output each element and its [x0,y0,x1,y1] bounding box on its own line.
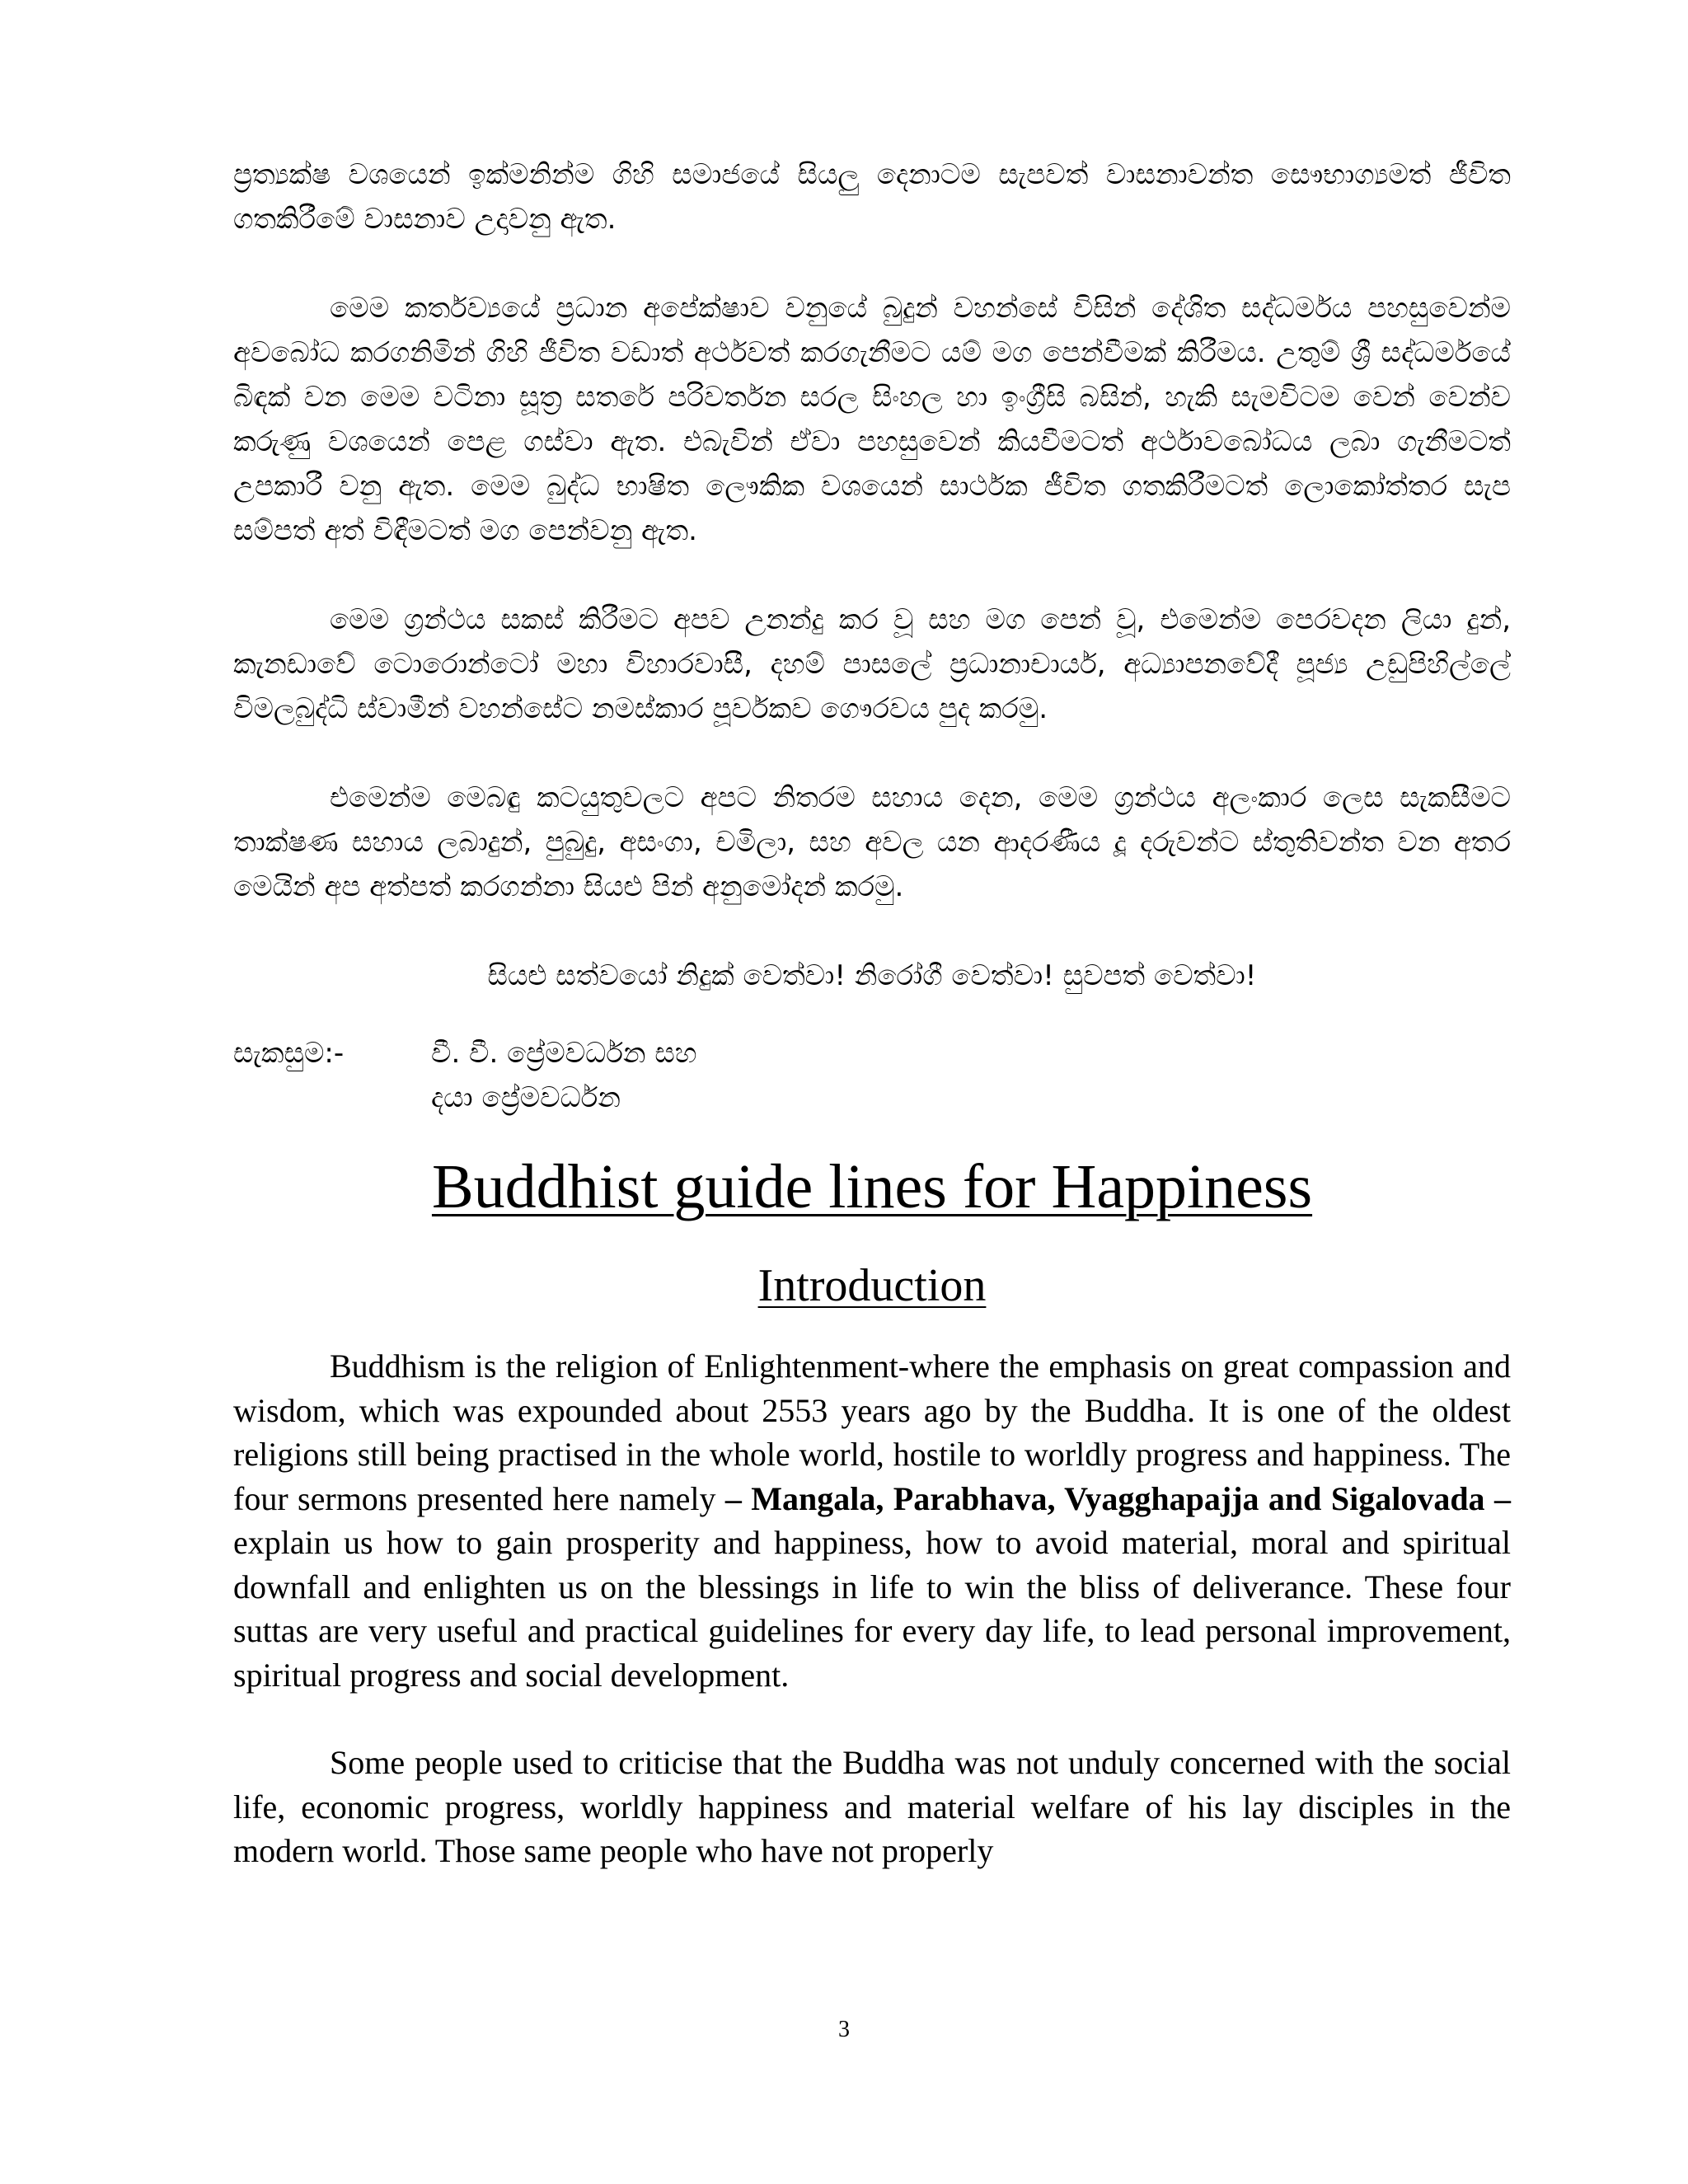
paragraph-gap [233,909,1511,954]
compiled-by-label: සැකසුම:- [233,1037,345,1070]
sinhala-paragraph-1: ප්‍රත්‍යක්ෂ වශයෙන් ඉක්මනින්ම ගිහි සමාජයේ සියලු දෙනාටම සැපවත් වාසනාවන්ත සෞභාග්‍යමත් ජීවිත ගතකිරීමේ වාසනාව උදාවනු ඇත. [233,158,1511,236]
document-title: Buddhist guide lines for Happiness [431,1152,1313,1221]
compiler-names [431,1031,697,1120]
paragraph-gap [233,731,1511,776]
english-paragraph-1-text-b: explain us how to gain prosperity and happiness, how to avoid material, moral and spiritual downfall and enlighten us on the blessings in life to win the bliss of deliverance. These four suttas are very useful and practical guidelines for every day life, to lead personal improvement, spiritual progress and social development. [233,1524,1511,1694]
sinhala-paragraph-2: මෙම කර්තව්‍යයේ ප්‍රධාන අපේක්ෂාව වනුයේ බුදුන් වහන්සේ විසින් දේශිත සද්ධර්මය පහසුවෙන්ම අවබෝධ කරගනිමින් ගිහි ජීවිත වඩාත් අර්ථවත් කරගැනීමට යම් මග පෙන්වීමක් කිරීමය. උතුම් ශ්‍රී සද්ධර්මයේ බිඳක් වන මෙම වටිනා සූත්‍ර සතරේ පරිවර්තන සරල සිංහල හා ඉංග්‍රීසි බසින්, හැකි සැමවිටම වෙන් වෙන්ව කරුණු වශයෙන් පෙළ ගස්වා ඇත. එබැවින් ඒවා පහසුවෙන් කියවීමටත් අර්ථාවබෝධය ලබා ගැනීමටත් උපකාරී වනු ඇත. මෙම බුද්ධ භාෂිත ලෞකික වශයෙන් සාර්ථක ජීවිත ගතකිරීමටත් ලොකෝත්තර සැප සම්පත් අත් විඳීමටත් මග පෙන්වනු ඇත. [233,292,1511,547]
paragraph-gap [233,553,1511,598]
english-paragraph-1-text-a: Buddhism is the religion of Enlightenment-where the emphasis on great compassion and wisdom, which was expounded about 2553 years ago by the Buddha. It is one of the oldest religions still being practised in the whole world, hostile to worldly progress and happiness. The four sermons presented here namely [233,1347,1511,1517]
compiler-name-1: වී. වී. ප්‍රේමවර්ධන සහ [431,1037,697,1070]
compiler-name-2: දයා ප්‍රේමවර්ධන [431,1081,621,1114]
english-paragraph-1 [233,1344,1511,1697]
sinhala-paragraph-4: එමෙන්ම මෙබඳු කටයුතුවලට අපට නිතරම සහාය දෙන, මෙම ග්‍රන්ථය අලංකාර ලෙස සැකසීමට තාක්ෂණ සහාය ලබාදුන්, පුබුදු, අසංගා, චමිලා, සහ අවල යන ආදරණීය දූ දරුවන්ට ස්තුතිවන්ත වන අතර මෙයින් අප අත්පත් කරගන්නා සියළු පින් අනුමෝදන් කරමු. [233,781,1511,903]
english-paragraph-2: Some people used to criticise that the Buddha was not unduly concerned with the social life, economic progress, worldly happiness and material welfare of his lay disciples in the modern world. Those same people who have not properly [233,1744,1511,1869]
page-number: 3 [838,2017,850,2042]
sutta-names-bold: – Mangala, Parabhava, Vyagghapajja and Sigalovada – [724,1479,1511,1517]
compiled-by [233,1031,1511,1120]
blessing-line: සියළු සත්වයෝ නිදුක් වෙත්වා! නිරෝගී වෙත්වා! සුවපත් වෙත්වා! [487,959,1257,992]
paragraph-gap [233,241,1511,286]
page-content [233,152,1511,1873]
sinhala-paragraph-3: මෙම ග්‍රන්ථය සකස් කිරීමට අපව උනන්දු කර වූ සහ මග පෙන් වූ, එමෙන්ම පෙරවදන ලියා දුන්, කැනඩාවේ ටොරොන්ටෝ මහා විහාරවාසී, දහම් පාසලේ ප්‍රධානාචාර්ය, අධ්‍යාපනවේදී පූජ්‍ය උඩුපිහිල්ලේ විමලබුද්ධි ස්වාමීන් වහන්සේට නමස්කාර පූර්වකව ගෞරවය පුද කරමු. [233,603,1511,725]
heading-gap [233,1315,1511,1344]
section-heading-introduction: Introduction [757,1260,987,1311]
paragraph-gap [233,1697,1511,1741]
